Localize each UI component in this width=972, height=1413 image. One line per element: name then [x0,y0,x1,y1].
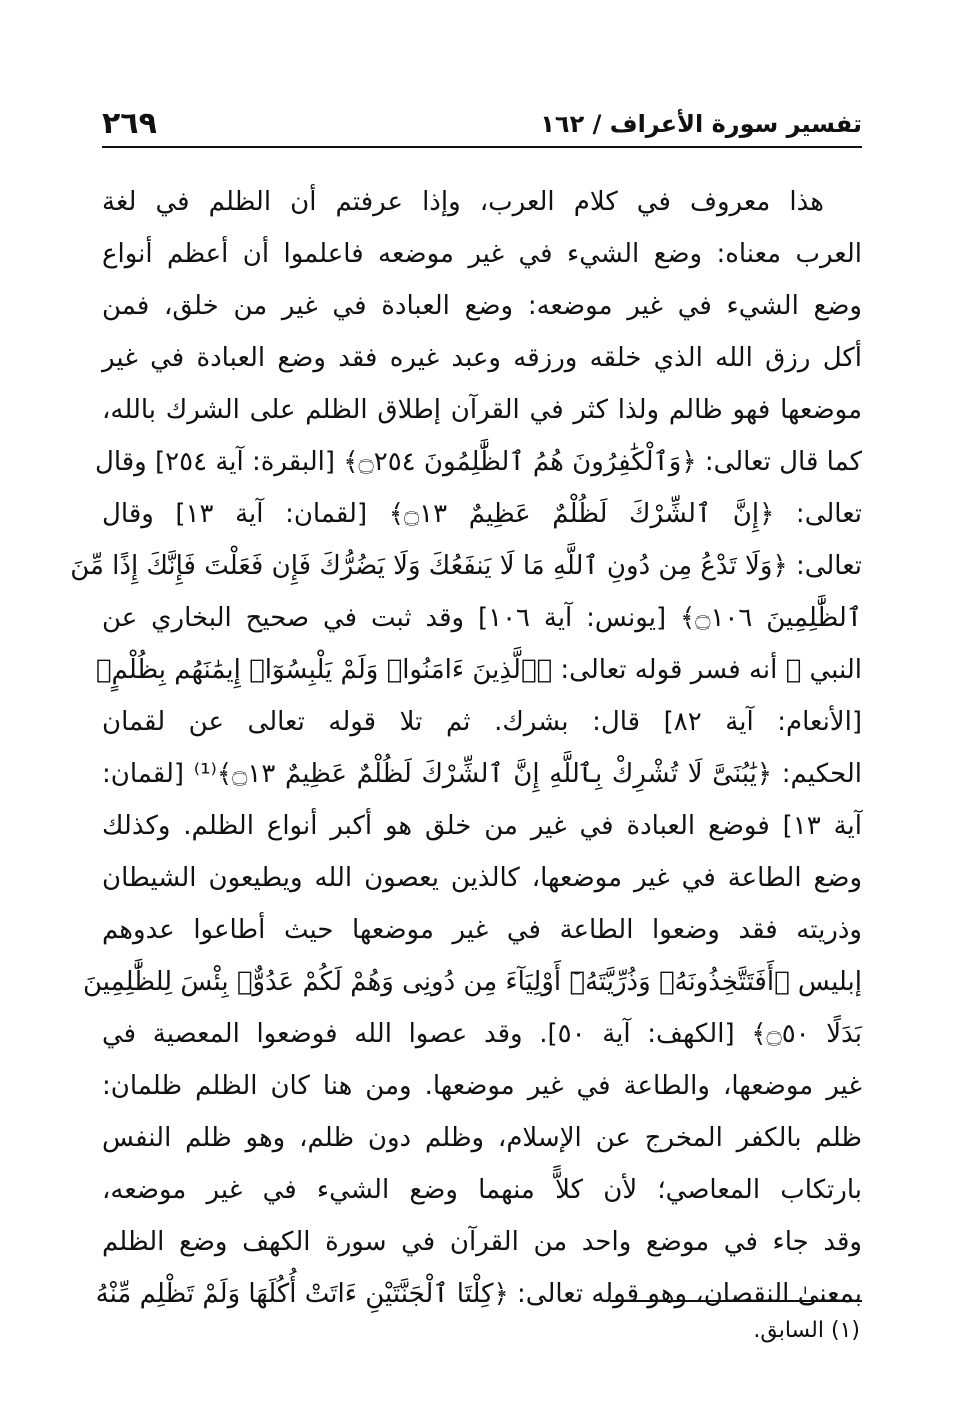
text-line: ظلم بالكفر المخرج عن الإسلام، وظلم دون ظلم، وهو ظلم النفس [102,1123,862,1153]
text-line: آية ١٣] فوضع العبادة في غير من خلق هو أكبر أنواع الظلم. وكذلك [102,811,862,841]
text-line: وضع الطاعة في غير موضعها، كالذين يعصون الله ويطيعون الشيطان [102,863,862,893]
page-header [102,106,862,148]
text-line: وضع الشيء في غير موضعه: وضع العبادة في غير من خلق، فمن [102,291,862,321]
running-title: تفسير سورة الأعراف / ١٦٢ [540,110,862,138]
text-line: الحكيم: ﴿يَٰبُنَىَّ لَا تُشْرِكْ بِٱللَّهِ إِنَّ ٱلشِّرْكَ لَظُلْمٌ عَظِيمٌ ۝١٣﴾⁽¹⁾ [لقمان: [102,759,862,789]
body-text [70,176,863,1309]
page-number: ٢٦٩ [102,106,157,141]
text-line: أكل رزق الله الذي خلقه ورزقه وعبد غيره فقد وضع العبادة في غير [102,343,862,373]
text-line: تعالى: ﴿إِنَّ ٱلشِّرْكَ لَظُلْمٌ عَظِيمٌ ۝١٣﴾ [لقمان: آية ١٣] وقال [102,499,862,529]
footnote: (١) السابق. [753,1318,860,1343]
text-line: موضعها فهو ظالم ولذا كثر في القرآن إطلاق الظلم على الشرك بالله، [102,395,862,425]
text-line: بارتكاب المعاصي؛ لأن كلاًّ منهما وضع الشيء في غير موضعه، [102,1175,862,1205]
text-line: إبليس ﴿أَفَتَتَّخِذُونَهُۥ وَذُرِّيَّتَهُۥٓ أَوْلِيَآءَ مِن دُونِى وَهُمْ لَكُمْ عَدُوٌّۢ بِئْسَ لِلظَّٰلِمِينَ [82,967,862,997]
text-line: [الأنعام: آية ٨٢] قال: بشرك. ثم تلا قوله تعالى عن لقمان [102,707,862,737]
text-line: غير موضعها، والطاعة في غير موضعها. ومن هنا كان الظلم ظلمان: [102,1071,862,1101]
footnote-divider [610,1300,862,1302]
text-line: ٱلظَّٰلِمِينَ ۝١٠٦﴾ [يونس: آية ١٠٦] وقد ثبت في صحيح البخاري عن [102,603,862,633]
text-line: هذا معروف في كلام العرب، وإذا عرفتم أن الظلم في لغة [102,187,824,217]
text-line: وقد جاء في موضع واحد من القرآن في سورة الكهف وضع الظلم [102,1227,862,1257]
text-line: بَدَلًا ۝٥٠﴾ [الكهف: آية ٥٠]. وقد عصوا الله فوضعوا المعصية في [102,1019,863,1049]
text-line: النبي ﷺ أنه فسر قوله تعالى: ﴿ٱلَّذِينَ ءَامَنُوا۟ وَلَمْ يَلْبِسُوٓا۟ إِيمَٰنَهُم بِظُلْمٍ﴾ [95,655,862,685]
text-line: وذريته فقد وضعوا الطاعة في غير موضعها حيث أطاعوا عدوهم [102,915,862,945]
text-line: تعالى: ﴿وَلَا تَدْعُ مِن دُونِ ٱللَّهِ مَا لَا يَنفَعُكَ وَلَا يَضُرُّكَ فَإِن فَعَلْتَ فَإِنَّكَ إِذًا مِّنَ [70,551,862,581]
text-line: كما قال تعالى: ﴿وَٱلْكَٰفِرُونَ هُمُ ٱلظَّٰلِمُونَ ۝٢٥٤﴾ [البقرة: آية ٢٥٤] وقال [94,447,862,477]
text-line: العرب معناه: وضع الشيء في غير موضعه فاعلموا أن أعظم أنواع [102,239,862,269]
text-line: بمعنىٰ النقصان، وهو قوله تعالى: ﴿كِلْتَا ٱلْجَنَّتَيْنِ ءَاتَتْ أُكُلَهَا وَلَمْ تَظْلِم مِّنْهُ [95,1279,862,1309]
